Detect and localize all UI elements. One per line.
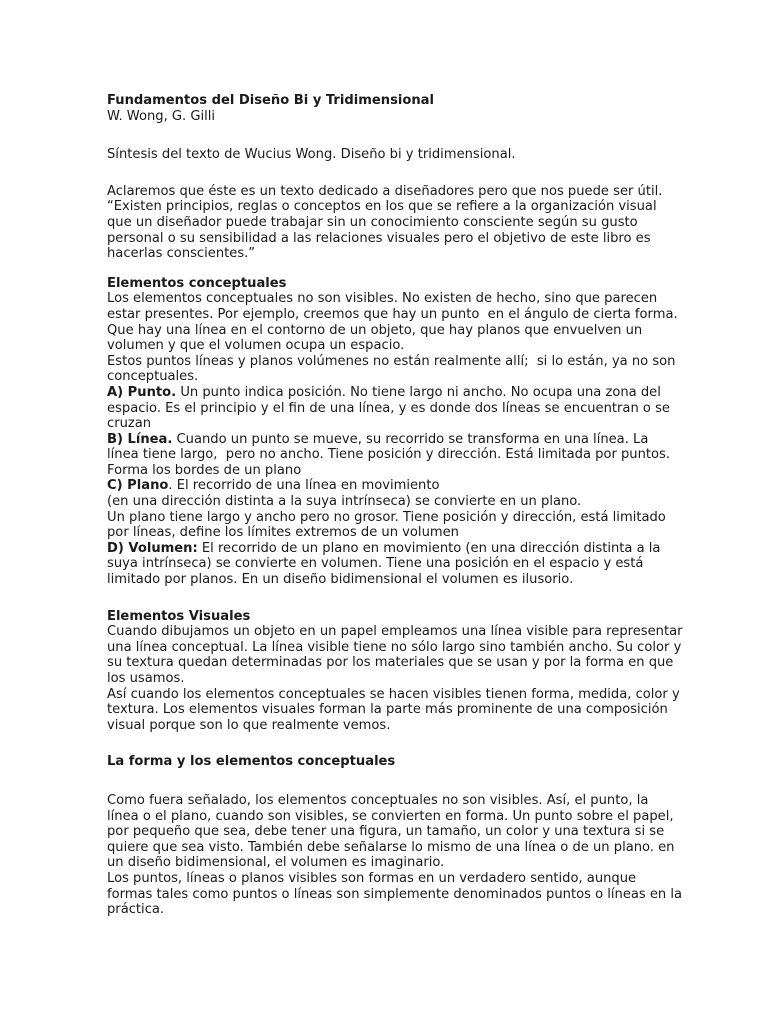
linea-text: Cuando un punto se mueve, su recorrido se transforma en una línea. La bbox=[172, 431, 649, 447]
intro-line: Aclaremos que éste es un texto dedicado a diseñadores pero que nos puede ser útil. bbox=[107, 183, 663, 199]
punto-line bbox=[107, 385, 667, 401]
document-title: Fundamentos del Diseño Bi y Tridimensional bbox=[107, 93, 434, 108]
synthesis-line: Síntesis del texto de Wucius Wong. Diseño bi y tridimensional. bbox=[107, 147, 516, 163]
conceptual-line: volumen y que el volumen ocupa un espacio. bbox=[107, 338, 405, 354]
visual-line: textura. Los elementos visuales forman la parte más prominente de una composición bbox=[107, 702, 668, 718]
conceptual-line: estar presentes. Por ejemplo, creemos que hay un punto en el ángulo de cierta forma. bbox=[107, 306, 678, 322]
visual-line: visual porque son lo que realmente vemos. bbox=[107, 717, 391, 733]
forma-line: Como fuera señalado, los elementos conceptuales no son visibles. Así, el punto, la bbox=[107, 792, 649, 808]
intro-line: que un diseñador puede trabajar sin un conocimiento consciente según su gusto bbox=[107, 214, 638, 230]
punto-line: espacio. Es el principio y el fin de una línea, y es donde dos líneas se encuentran o se bbox=[107, 400, 670, 416]
section-heading-visual: Elementos Visuales bbox=[107, 608, 251, 624]
volumen-text: El recorrido de un plano en movimiento (en una dirección distinta a la bbox=[197, 540, 661, 556]
forma-line: por pequeño que sea, debe tener una figura, un tamaño, un color y una textura si se bbox=[107, 824, 665, 840]
plano-line bbox=[107, 478, 667, 494]
visual-section bbox=[107, 608, 683, 734]
section-heading-forma: La forma y los elementos conceptuales bbox=[107, 754, 396, 770]
forma-line: un diseño bidimensional, el volumen es imaginario. bbox=[107, 855, 445, 871]
intro-line: hacerlas conscientes.” bbox=[107, 246, 256, 262]
forma-section bbox=[107, 754, 683, 918]
linea-line: Forma los bordes de un plano bbox=[107, 462, 302, 478]
visual-line: su textura quedan determinadas por los materiales que se usan y por la forma en que bbox=[107, 655, 674, 671]
linea-label: B) Línea. bbox=[107, 431, 173, 447]
conceptual-line: conceptuales. bbox=[107, 369, 199, 385]
volumen-line: suya intrínseca) se convierte en volumen. Tiene una posición en el espacio y está bbox=[107, 556, 644, 572]
punto-line: cruzan bbox=[107, 416, 152, 432]
forma-line: línea o el plano, cuando son visibles, se convierten en forma. Un punto sobre el papel, bbox=[107, 808, 674, 824]
section-heading-conceptual: Elementos conceptuales bbox=[107, 275, 287, 291]
conceptual-line: Estos puntos líneas y planos volúmenes no están realmente allí; si lo están, ya no son bbox=[107, 353, 676, 369]
forma-line: quiere que sea visto. También debe señalarse lo mismo de una línea o de un plano. en bbox=[107, 839, 675, 855]
volumen-line bbox=[107, 541, 667, 557]
plano-line: Un plano tiene largo y ancho pero no grosor. Tiene posición y dirección, está limitado bbox=[107, 509, 666, 525]
visual-line: Así cuando los elementos conceptuales se hacen visibles tienen forma, medida, color y bbox=[107, 686, 680, 702]
intro-line: personal o su sensibilidad a las relaciones visuales pero el objetivo de este libro es bbox=[107, 230, 651, 246]
volumen-line: limitado por planos. En un diseño bidimensional el volumen es ilusorio. bbox=[107, 572, 574, 588]
plano-line: por líneas, define los límites extremos de un volumen bbox=[107, 525, 459, 541]
forma-line: formas tales como puntos o líneas son simplemente denominados puntos o líneas en la bbox=[107, 886, 683, 902]
conceptual-section bbox=[107, 275, 678, 588]
visual-line: Cuando dibujamos un objeto en un papel empleamos una línea visible para representar bbox=[107, 624, 683, 640]
punto-text: Un punto indica posición. No tiene largo ni ancho. No ocupa una zona del bbox=[176, 384, 661, 400]
volumen-label: D) Volumen: bbox=[107, 540, 198, 556]
punto-label: A) Punto. bbox=[107, 384, 177, 400]
plano-line: (en una dirección distinta a la suya intrínseca) se convierte en un plano. bbox=[107, 494, 582, 510]
intro-paragraph bbox=[107, 184, 667, 262]
intro-line: “Existen principios, reglas o conceptos en los que se refiere a la organización visual bbox=[107, 199, 657, 215]
visual-line: una línea conceptual. La línea visible tiene no sólo largo sino también ancho. Su color y bbox=[107, 639, 682, 655]
plano-text: . El recorrido de una línea en movimiento bbox=[168, 478, 440, 494]
forma-line: Los puntos, líneas o planos visibles son formas en un verdadero sentido, aunque bbox=[107, 870, 637, 886]
conceptual-line: Los elementos conceptuales no son visibles. No existen de hecho, sino que parecen bbox=[107, 291, 658, 307]
visual-line: los usamos. bbox=[107, 671, 185, 686]
document-authors: W. Wong, G. Gilli bbox=[107, 108, 216, 124]
document-body bbox=[107, 93, 683, 918]
linea-line bbox=[107, 432, 667, 448]
linea-line: línea tiene largo, pero no ancho. Tiene posición y dirección. Está limitada por puntos. bbox=[107, 447, 671, 463]
plano-label: C) Plano bbox=[107, 478, 169, 494]
forma-line: práctica. bbox=[107, 902, 165, 918]
conceptual-line: Que hay una línea en el contorno de un objeto, que hay planos que envuelven un bbox=[107, 322, 643, 338]
